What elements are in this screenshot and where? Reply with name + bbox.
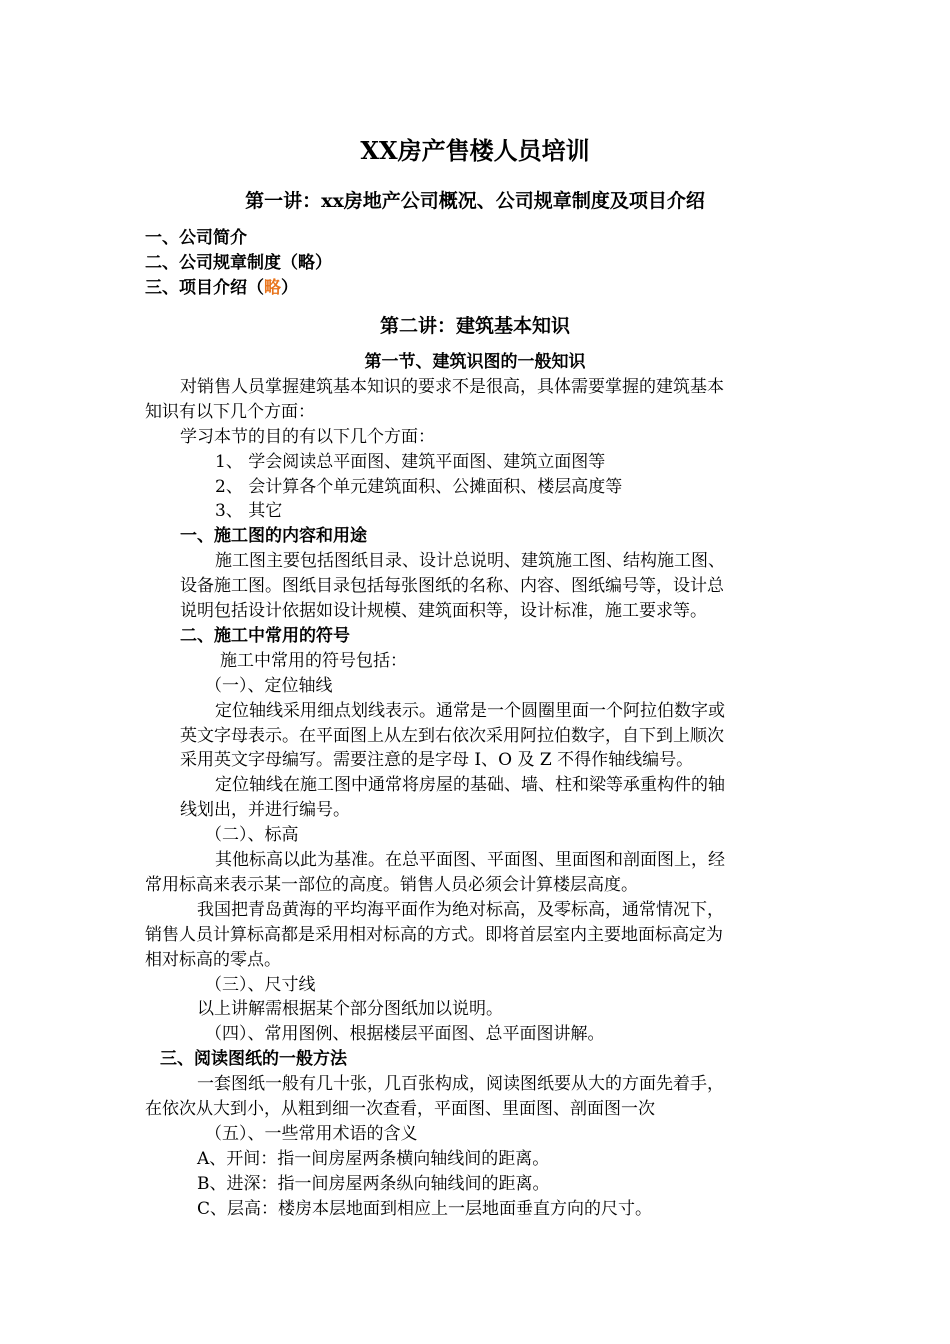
- item-heading: （二）、标高: [205, 825, 299, 845]
- paragraph-line: 英文字母表示。在平面图上从左到右依次采用阿拉伯数字，自下到上顺次: [180, 726, 724, 746]
- paragraph-line: 设备施工图。图纸目录包括每张图纸的名称、内容、图纸编号等，设计总: [180, 576, 724, 596]
- item-3-highlight: 略: [264, 278, 281, 298]
- paragraph-line: 知识有以下几个方面：: [145, 402, 315, 422]
- paragraph-line: 在依次从大到小，从粗到细一次查看，平面图、里面图、剖面图一次: [145, 1099, 655, 1119]
- item-heading: （五）、一些常用术语的含义: [205, 1124, 418, 1144]
- paragraph-line: 对销售人员掌握建筑基本知识的要求不是很高，具体需要掌握的建筑基本: [180, 377, 724, 397]
- list-item: 2、 会计算各个单元建筑面积、公摊面积、楼层高度等: [215, 477, 623, 497]
- term-definition: C、层高：楼房本层地面到相应上一层地面垂直方向的尺寸。: [197, 1199, 653, 1219]
- paragraph-line: 销售人员计算标高都是采用相对标高的方式。即将首层室内主要地面标高定为: [145, 925, 723, 945]
- subsection-heading: 三、阅读图纸的一般方法: [160, 1049, 347, 1069]
- list-item: 1、 学会阅读总平面图、建筑平面图、建筑立面图等: [215, 452, 606, 472]
- item-heading: （一）、定位轴线: [205, 676, 333, 696]
- list-item: 3、 其它: [215, 501, 283, 521]
- item-heading: （四）、常用图例、根据楼层平面图、总平面图讲解。: [205, 1024, 605, 1044]
- paragraph-line: 学习本节的目的有以下几个方面：: [180, 427, 435, 447]
- paragraph-line: 定位轴线采用细点划线表示。通常是一个圆圈里面一个阿拉伯数字或: [215, 701, 725, 721]
- item-3-prefix: 三、项目介绍（: [145, 278, 264, 298]
- item-heading: （三）、尺寸线: [205, 975, 316, 995]
- lecture-2-heading: 第二讲：建筑基本知识: [379, 315, 570, 337]
- paragraph-line: 以上讲解需根据某个部分图纸加以说明。: [197, 999, 503, 1019]
- lecture-1-heading: 第一讲：xx房地产公司概况、公司规章制度及项目介绍: [245, 190, 705, 212]
- subsection-heading: 二、施工中常用的符号: [180, 626, 350, 646]
- document-title: XX房产售楼人员培训: [360, 136, 590, 165]
- paragraph-line: 常用标高来表示某一部位的高度。销售人员必须会计算楼层高度。: [145, 875, 638, 895]
- section-1-heading: 第一节、建筑识图的一般知识: [364, 352, 586, 372]
- lecture-1-item-2: 二、公司规章制度（略）: [145, 253, 332, 273]
- lecture-1-item-1: 一、公司简介: [145, 228, 247, 248]
- paragraph-line: 施工图主要包括图纸目录、设计总说明、建筑施工图、结构施工图、: [215, 551, 725, 571]
- paragraph-line: 采用英文字母编写。需要注意的是字母 I、O 及 Z 不得作轴线编号。: [180, 750, 694, 770]
- subsection-heading: 一、施工图的内容和用途: [180, 526, 367, 546]
- paragraph-line: 一套图纸一般有几十张，几百张构成，阅读图纸要从大的方面先着手，: [197, 1074, 724, 1094]
- term-definition: A、开间：指一间房屋两条横向轴线间的距离。: [197, 1149, 550, 1169]
- paragraph-line: 其他标高以此为基准。在总平面图、平面图、里面图和剖面图上，经: [215, 850, 725, 870]
- paragraph-line: 我国把青岛黄海的平均海平面作为绝对标高，及零标高，通常情况下，: [197, 900, 724, 920]
- paragraph-line: 说明包括设计依据如设计规模、建筑面积等，设计标准，施工要求等。: [180, 601, 707, 621]
- paragraph-line: 施工中常用的符号包括：: [220, 651, 407, 671]
- paragraph-line: 相对标高的零点。: [145, 950, 281, 970]
- paragraph-line: 线划出，并进行编号。: [180, 800, 350, 820]
- paragraph-line: 定位轴线在施工图中通常将房屋的基础、墙、柱和梁等承重构件的轴: [215, 775, 725, 795]
- term-definition: B、进深：指一间房屋两条纵向轴线间的距离。: [197, 1174, 550, 1194]
- item-3-suffix: ）: [281, 278, 298, 298]
- lecture-1-item-3: [145, 276, 298, 300]
